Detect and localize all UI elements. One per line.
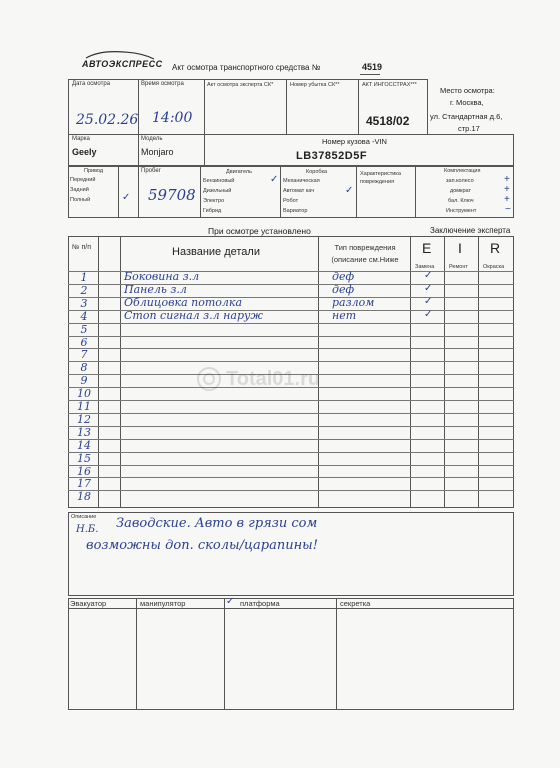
drive-option-full: Полный <box>70 197 91 203</box>
drive-check-icon: ✓ <box>122 192 131 203</box>
place-label: Место осмотра: <box>440 86 495 95</box>
place-street: ул. Стандартная д.6, <box>430 112 503 121</box>
vin-label: Номер кузова -VIN <box>322 137 387 146</box>
column-e-sub: Замена <box>415 264 435 270</box>
table-row-damage: нет <box>332 308 357 322</box>
table-row-number: 17 <box>77 477 91 491</box>
equipment-jack: домкрат <box>450 188 471 194</box>
column-damage-header: Тип повреждения (описание см.Ниже <box>331 243 399 264</box>
table-row-part: Панель з.л <box>124 282 187 296</box>
place-city: г. Москва, <box>450 98 484 107</box>
engine-option-petrol: Бензиновый <box>203 178 235 184</box>
table-row-number: 7 <box>80 348 88 362</box>
column-e-header: E <box>422 240 432 256</box>
brand-value: Geely <box>72 147 97 157</box>
footer-platform: платформа <box>240 599 280 608</box>
table-row-number: 10 <box>77 387 91 401</box>
column-number-header: № п/п <box>72 244 91 251</box>
drive-label: Привод <box>84 168 104 174</box>
table-row-number: 4 <box>80 309 88 323</box>
table-row-number: 3 <box>80 296 88 310</box>
table-row-divider <box>68 413 514 414</box>
table-row-part: Облицовка потолка <box>124 295 243 309</box>
gearbox-option-cvt: Вариатор <box>283 208 308 214</box>
table-row-divider <box>68 361 514 362</box>
equipment-wheel-key-mark: + <box>504 194 510 205</box>
footer-manipulator: манипулятор <box>140 599 186 608</box>
place-building: стр.17 <box>458 124 480 133</box>
time-label: Время осмотра <box>141 81 184 87</box>
footer-secretka: секретка <box>340 599 371 608</box>
equipment-tools-mark: − <box>505 204 511 215</box>
drive-option-front: Передний <box>70 177 96 183</box>
model-label: Модель <box>141 136 163 142</box>
expert-conclusion-title: Заключение эксперта <box>430 226 511 235</box>
equipment-tools: Инструмент <box>446 208 477 214</box>
description-line-2: возможны доп. сколы/царапины! <box>86 538 318 553</box>
table-row-divider <box>68 426 514 427</box>
gearbox-option-robot: Робот <box>283 198 299 204</box>
gearbox-label: Коробка <box>306 169 328 175</box>
watermark-text: Total01.ru <box>226 368 321 390</box>
mileage-value: 59708 <box>148 186 196 204</box>
document-title: Акт осмотра транспортного средства № <box>172 63 321 72</box>
table-row-replace-mark: ✓ <box>424 270 433 281</box>
table-row-damage: деф <box>332 270 355 283</box>
table-row-number: 18 <box>77 490 91 504</box>
table-row-number: 1 <box>80 271 88 284</box>
column-r-sub: Окраска <box>483 264 505 270</box>
table-row-number: 16 <box>77 464 91 478</box>
column-part-header: Название детали <box>172 246 260 258</box>
watermark-logo-icon <box>196 366 222 392</box>
column-i-sub: Ремонт <box>449 264 468 270</box>
drive-option-rear: Задний <box>70 187 89 193</box>
gearbox-option-auto: Автомат кач <box>283 188 315 194</box>
description-note-prefix: Н.Б. <box>76 524 99 535</box>
date-value: 25.02.26 <box>76 112 139 128</box>
column-r-header: R <box>490 240 501 256</box>
table-row-replace-mark: ✓ <box>424 282 433 294</box>
table-row-divider <box>68 490 514 491</box>
damage-characteristic-label: Характеристика повреждения <box>360 171 401 185</box>
logo-text: АВТОЭКСПРЕСС <box>82 59 163 69</box>
footer-platform-mark: ✓ <box>226 596 235 607</box>
mileage-label: Пробег <box>141 168 161 174</box>
inspection-section-title: При осмотре установлено <box>208 226 311 236</box>
ingos-value: 4518/02 <box>366 114 410 128</box>
table-row-part: Боковина з.л <box>124 270 200 283</box>
table-row-number: 11 <box>77 400 91 413</box>
engine-option-electric: Электро <box>203 198 225 204</box>
equipment-wheel-key: бал. Ключ <box>448 198 474 204</box>
table-row-number: 5 <box>80 322 88 336</box>
table-row-number: 8 <box>80 361 88 375</box>
act-number: 4519 <box>362 62 383 72</box>
gearbox-check-icon: ✓ <box>345 185 354 196</box>
time-value: 14:00 <box>152 110 193 126</box>
table-row-replace-mark: ✓ <box>424 295 433 307</box>
table-row-divider <box>68 439 514 440</box>
table-row-part: Стоп сигнал з.л наруж <box>124 308 263 322</box>
table-row-damage: разлом <box>332 295 375 309</box>
table-row-divider <box>68 336 514 337</box>
watermark <box>196 366 321 397</box>
footer-box <box>68 598 514 710</box>
table-row-divider <box>68 400 514 401</box>
table-row-number: 9 <box>80 374 88 388</box>
date-label: Дата осмотра <box>72 81 111 87</box>
equipment-jack-mark: + <box>504 184 510 195</box>
table-row-divider <box>68 452 514 453</box>
engine-check-icon: ✓ <box>270 174 279 185</box>
model-value: Monjaro <box>141 147 174 157</box>
footer-evacuator: Эвакуатор <box>70 599 107 608</box>
table-row-damage: деф <box>332 282 355 296</box>
sk-expert-label: Акт осмотра эксперта СК* <box>207 82 274 88</box>
table-row-number: 13 <box>77 425 91 439</box>
vin-value: LB37852D5F <box>296 150 368 162</box>
loss-number-label: Номер убытка СК** <box>290 82 340 88</box>
engine-option-diesel: Дизельный <box>203 188 232 194</box>
table-row-number: 2 <box>80 283 88 297</box>
description-line-1: Заводские. Авто в грязи сом <box>116 516 318 531</box>
ingos-label: АКТ ИНГОССТРАХ*** <box>362 82 417 88</box>
table-row-replace-mark: ✓ <box>424 308 433 320</box>
table-row-divider <box>68 348 514 349</box>
table-row-number: 12 <box>77 412 91 426</box>
company-logo <box>80 50 163 72</box>
table-row-number: 14 <box>77 438 91 452</box>
brand-label: Марка <box>72 136 90 142</box>
engine-option-hybrid: Гибрид <box>203 208 222 214</box>
table-row-divider <box>68 477 514 478</box>
gearbox-option-manual: Механическая <box>283 178 320 184</box>
equipment-label: Комплектация <box>444 168 481 174</box>
table-row-number: 6 <box>80 335 88 349</box>
description-label: Описание <box>71 514 97 520</box>
table-row-divider <box>68 465 514 466</box>
table-row-divider <box>68 323 514 324</box>
column-i-header: I <box>458 240 462 256</box>
equipment-spare-wheel: зап.колесо <box>446 178 474 184</box>
engine-label: Двигатель <box>226 169 252 175</box>
vehicle-box <box>68 134 514 166</box>
table-row-number: 15 <box>77 451 91 465</box>
equipment-spare-wheel-mark: + <box>504 174 510 185</box>
